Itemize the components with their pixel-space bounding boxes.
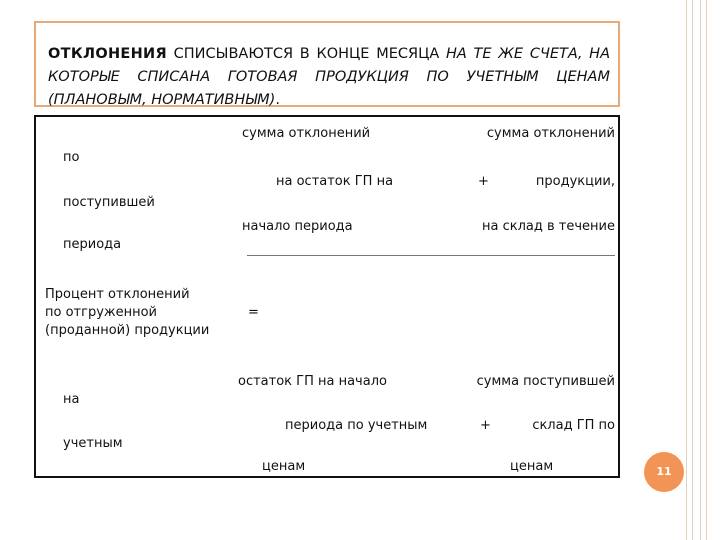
denominator-line1-right: сумма поступившей — [476, 374, 615, 389]
formula-box — [34, 115, 620, 478]
title-box — [34, 21, 620, 107]
denominator-line2-right: склад ГП по — [532, 418, 615, 433]
lhs-line1: Процент отклонений — [45, 287, 190, 302]
numerator-line2-wrap: поступившей — [63, 195, 155, 210]
denominator-line3-left: ценам — [262, 459, 306, 474]
lhs-equals: = — [248, 305, 259, 320]
title-normal: СПИСЫВАЮТСЯ В КОНЦЕ МЕСЯЦА — [166, 46, 446, 62]
decor-line-4 — [706, 0, 707, 540]
numerator-line3-right: на склад в течение — [482, 219, 615, 234]
page-number-badge: 11 — [644, 452, 684, 492]
denominator-line2-left: периода по учетным — [285, 418, 428, 433]
denominator-line1-wrap: на — [63, 392, 80, 407]
numerator-line2-right: продукции, — [535, 174, 615, 189]
denominator-line3-right: ценам — [510, 459, 554, 474]
numerator-line3-wrap: периода — [63, 237, 122, 252]
lhs-line2: по отгруженной — [45, 305, 157, 320]
numerator-line1-right: сумма отклонений — [486, 126, 615, 141]
lhs-line3: (проданной) продукции — [45, 323, 210, 338]
denominator-line1-left: остаток ГП на начало — [238, 374, 387, 389]
numerator-line2-left: на остаток ГП на — [276, 174, 394, 189]
denominator-line2-plus: + — [480, 418, 491, 433]
numerator-line1-wrap: по — [63, 150, 80, 165]
fraction-bar — [247, 255, 615, 256]
title-italic: НА ТЕ ЖЕ СЧЕТА, НА КОТОРЫЕ СПИСАНА ГОТОВАЯ ПРОДУКЦИЯ ПО УЧЕТНЫМ ЦЕНАМ (ПЛАНОВЫМ, НОРМАТИВНЫМ) — [48, 46, 610, 108]
denominator-line2-wrap: учетным — [63, 436, 123, 451]
decor-line-3 — [700, 0, 701, 540]
title-end: . — [275, 92, 280, 108]
title-bold: ОТКЛОНЕНИЯ — [48, 46, 167, 62]
decor-line-2 — [692, 0, 693, 540]
numerator-line2-plus: + — [478, 174, 489, 189]
numerator-line3-left: начало периода — [242, 219, 353, 234]
decor-line-1 — [686, 0, 687, 540]
numerator-line1-left: сумма отклонений — [242, 126, 371, 141]
